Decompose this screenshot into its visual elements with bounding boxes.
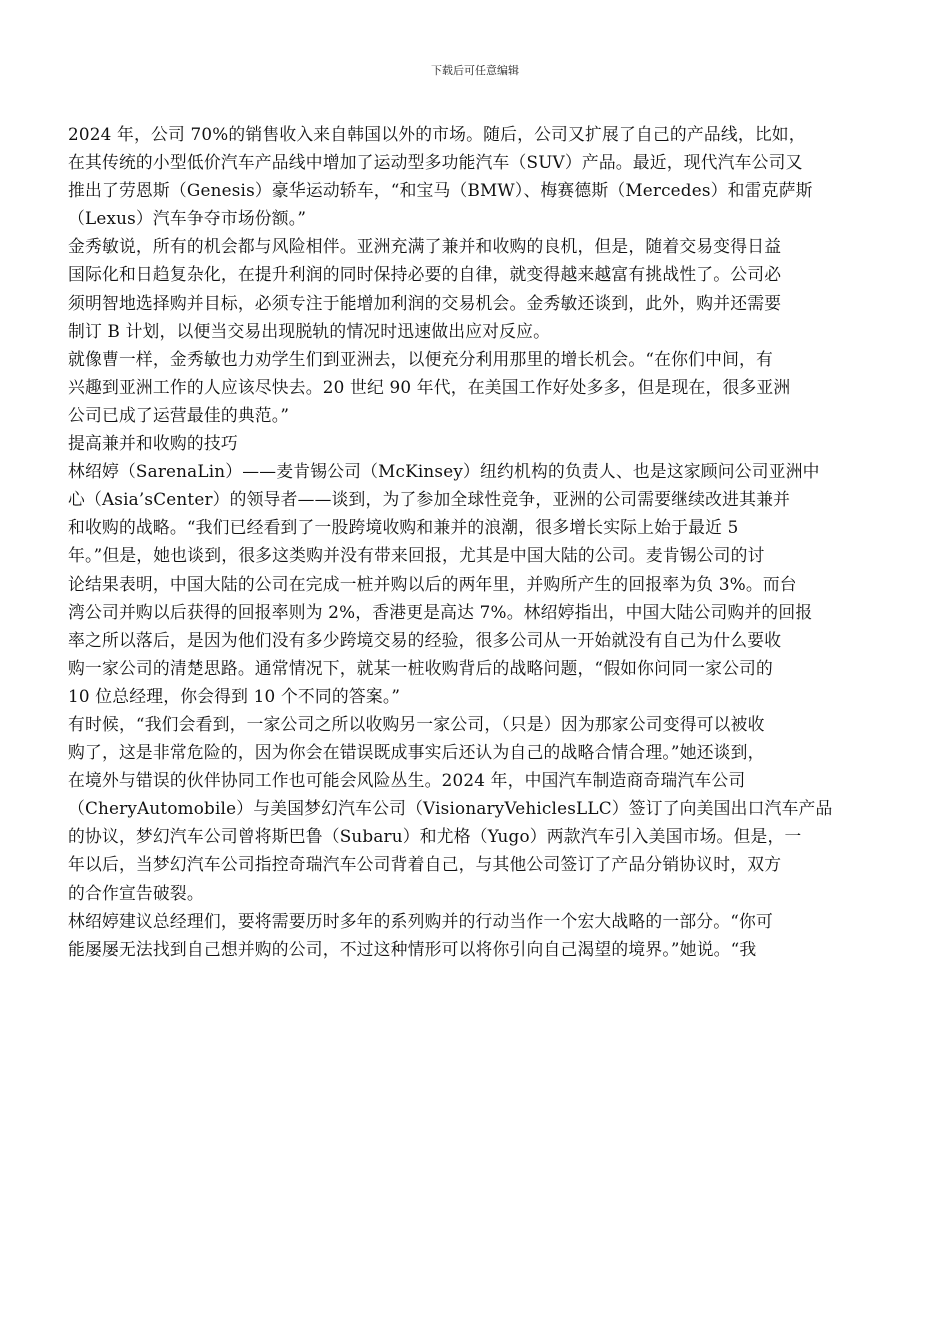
section-heading	[68, 429, 883, 457]
text-line: 心（Asia’sCenter）的领导者——谈到，为了参加全球性竞争，亚洲的公司需要继续改进其兼并	[68, 489, 791, 510]
text-line: 就像曹一样，金秀敏也力劝学生们到亚洲去，以便充分利用那里的增长机会。“在你们中间，有	[68, 348, 774, 369]
text-line: 和收购的战略。“我们已经看到了一股跨境收购和兼并的浪潮，很多增长实际上始于最近 5	[68, 517, 739, 538]
paragraph	[68, 457, 883, 710]
text-line: 能屡屡无法找到自己想并购的公司，不过这种情形可以将你引向自己渴望的境界。”她说。“我	[68, 938, 757, 959]
page-header: 下载后可任意编辑	[431, 64, 519, 77]
text-line: 购一家公司的清楚思路。通常情况下，就某一桩收购背后的战略问题，“假如你问同一家公司的	[68, 657, 774, 678]
document-body	[68, 120, 883, 963]
text-line: 的合作宣告破裂。	[68, 882, 204, 903]
text-line: 率之所以落后，是因为他们没有多少跨境交易的经验，很多公司从一开始就没有自己为什么要收	[68, 629, 782, 650]
text-line: 制订 B 计划，以便当交易出现脱轨的情况时迅速做出应对反应。	[68, 320, 551, 341]
paragraph	[68, 232, 883, 344]
text-line: 公司已成了运营最佳的典范。”	[68, 404, 290, 425]
text-line: 林绍婷建议总经理们，要将需要历时多年的系列购并的行动当作一个宏大战略的一部分。“你可	[68, 910, 774, 931]
text-line: 10 位总经理，你会得到 10 个不同的答案。”	[68, 685, 401, 706]
text-line: 在其传统的小型低价汽车产品线中增加了运动型多功能汽车（SUV）产品。最近，现代汽车公司又	[68, 152, 803, 173]
text-line: 须明智地选择购并目标，必须专注于能增加利润的交易机会。金秀敏还谈到，此外，购并还需要	[68, 292, 782, 313]
paragraph	[68, 120, 883, 232]
paragraph	[68, 345, 883, 429]
paragraph	[68, 710, 883, 907]
text-line: （CheryAutomobile）与美国梦幻汽车公司（VisionaryVehiclesLLC）签订了向美国出口汽车产品	[68, 798, 833, 819]
text-line: 年以后，当梦幻汽车公司指控奇瑞汽车公司背着自己，与其他公司签订了产品分销协议时，双方	[68, 854, 782, 875]
heading-line: 提高兼并和收购的技巧	[68, 433, 238, 454]
text-line: 年。”但是，她也谈到，很多这类购并没有带来回报，尤其是中国大陆的公司。麦肯锡公司的讨	[68, 545, 765, 566]
text-line: （Lexus）汽车争夺市场份额。”	[68, 208, 307, 229]
text-line: 国际化和日趋复杂化，在提升利润的同时保持必要的自律，就变得越来越富有挑战性了。公司必	[68, 264, 782, 285]
text-line: 2024 年，公司 70%的销售收入来自韩国以外的市场。随后，公司又扩展了自己的产品线，比如，	[68, 124, 806, 144]
text-line: 的协议，梦幻汽车公司曾将斯巴鲁（Subaru）和尤格（Yugo）两款汽车引入美国市场。但是，一	[68, 826, 802, 847]
text-line: 推出了劳恩斯（Genesis）豪华运动轿车，“和宝马（BMW）、梅赛德斯（Mercedes）和雷克萨斯	[68, 180, 813, 201]
text-line: 金秀敏说，所有的机会都与风险相伴。亚洲充满了兼并和收购的良机，但是，随着交易变得日益	[68, 236, 782, 257]
text-line: 论结果表明，中国大陆的公司在完成一桩并购以后的两年里，并购所产生的回报率为负 3%。而台	[68, 573, 797, 594]
text-line: 有时候，“我们会看到，一家公司之所以收购另一家公司，（只是）因为那家公司变得可以被收	[68, 713, 765, 734]
paragraph	[68, 907, 883, 963]
text-line: 湾公司并购以后获得的回报率则为 2%，香港更是高达 7%。林绍婷指出，中国大陆公司购并的回报	[68, 601, 813, 622]
text-line: 购了，这是非常危险的，因为你会在错误既成事实后还认为自己的战略合情合理。”她还谈到，	[68, 742, 765, 763]
text-line: 在境外与错误的伙伴协同工作也可能会风险丛生。2024 年，中国汽车制造商奇瑞汽车公司	[68, 770, 746, 791]
text-line: 林绍婷（SarenaLin）——麦肯锡公司（McKinsey）纽约机构的负责人、也是这家顾问公司亚洲中	[68, 461, 820, 482]
text-line: 兴趣到亚洲工作的人应该尽快去。20 世纪 90 年代，在美国工作好处多多，但是现在，很多亚洲	[68, 376, 791, 397]
